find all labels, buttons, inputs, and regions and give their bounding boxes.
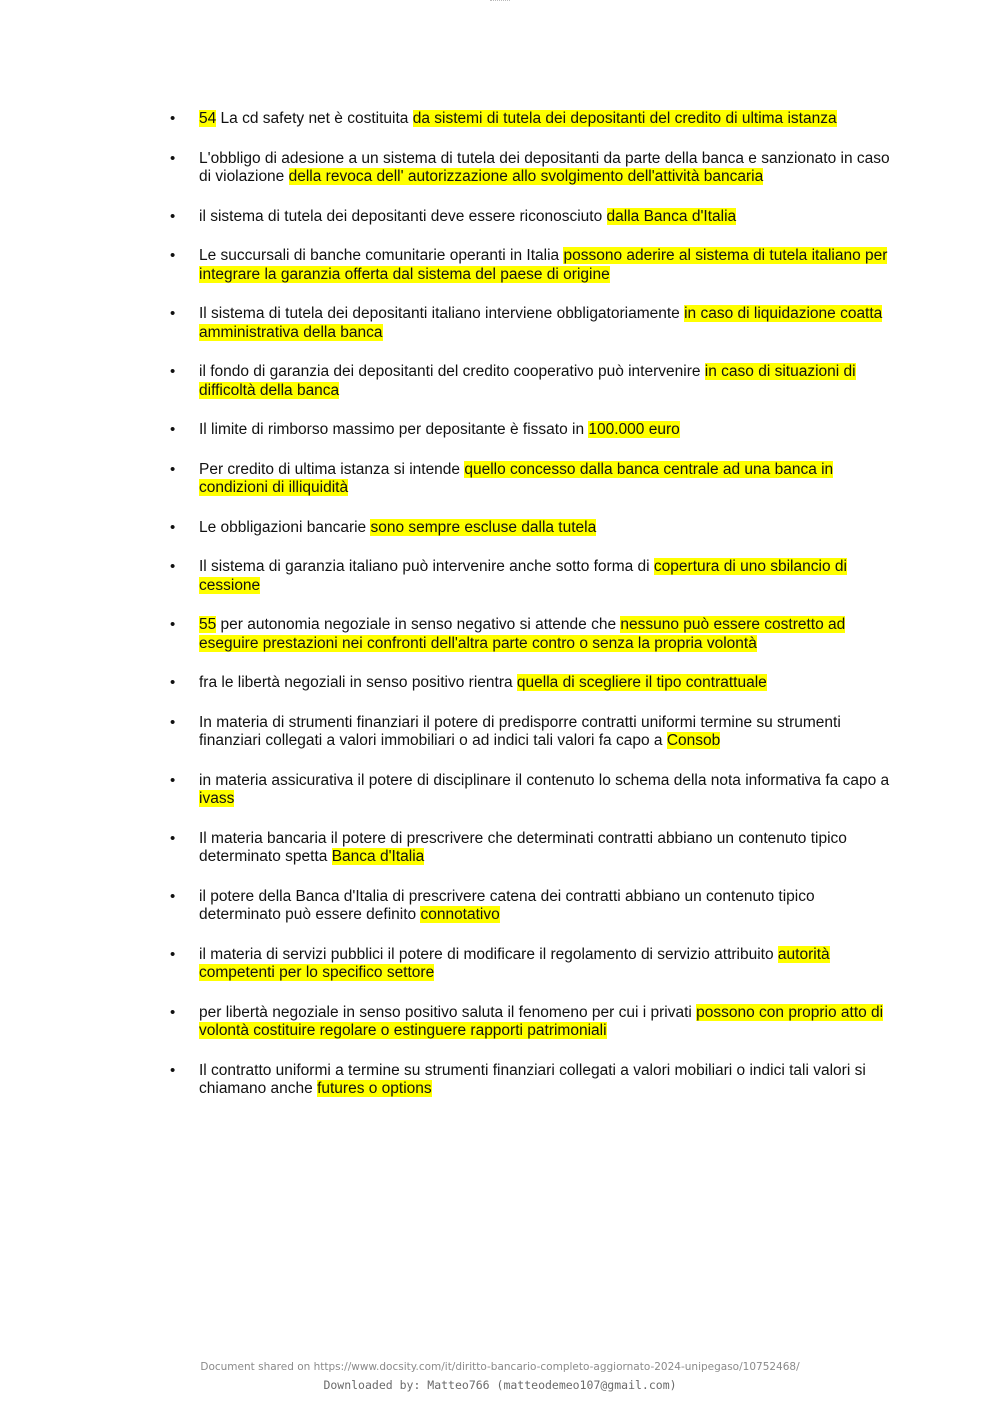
question-text: il fondo di garanzia dei depositanti del credito cooperativo può intervenire bbox=[199, 363, 705, 380]
list-item bbox=[170, 616, 890, 653]
bullet-icon: • bbox=[170, 713, 176, 731]
list-item bbox=[170, 1004, 890, 1041]
highlighted-answer: in caso di situazioni di difficoltà della banca bbox=[199, 363, 856, 399]
question-text: La cd safety net è costituita bbox=[216, 110, 413, 127]
list-item bbox=[170, 1062, 890, 1099]
list-item-text bbox=[199, 363, 856, 399]
list-item-text bbox=[199, 208, 736, 225]
list-item-text bbox=[199, 674, 767, 691]
bullet-icon: • bbox=[170, 421, 176, 438]
question-text: Il sistema di tutela dei depositanti italiano interviene obbligatoriamente bbox=[199, 305, 685, 322]
footer-downloaded-by: Downloaded by: Matteo766 (matteodemeo107@gmail.com) bbox=[323, 1378, 677, 1392]
list-item bbox=[170, 247, 890, 284]
question-text: Il contratto uniformi a termine su strumenti finanziari collegati a valori mobiliari o indici tali valori si chiamano anche bbox=[199, 1061, 866, 1097]
list-item bbox=[170, 305, 890, 342]
highlighted-answer: possono aderire al sistema di tutela italiano per integrare la garanzia offerta dal sistema del paese di origine bbox=[199, 247, 888, 283]
highlighted-answer: in caso di liquidazione coatta amministrativa della banca bbox=[199, 305, 883, 341]
list-item-text bbox=[199, 305, 882, 341]
question-text: in materia assicurativa il potere di disciplinare il contenuto lo schema della nota informativa fa capo a bbox=[199, 771, 890, 789]
list-item bbox=[170, 421, 890, 440]
bullet-icon: • bbox=[170, 616, 176, 633]
list-item bbox=[170, 714, 890, 751]
highlighted-answer: ivass bbox=[199, 790, 235, 807]
bullet-icon: • bbox=[170, 945, 176, 963]
bullet-list bbox=[170, 110, 890, 1120]
highlighted-answer: 100.000 euro bbox=[588, 421, 680, 438]
highlighted-answer: autorità competenti per lo specifico settore bbox=[199, 945, 830, 981]
page-top-mark bbox=[490, 0, 510, 4]
question-text: il potere della Banca d'Italia di prescrivere catena dei contratti abbiano un contenuto tipico determinato può essere definito bbox=[199, 887, 815, 923]
bullet-icon: • bbox=[170, 674, 176, 691]
list-item bbox=[170, 888, 890, 925]
list-item-text bbox=[199, 714, 841, 750]
highlighted-answer: Consob bbox=[666, 732, 721, 749]
bullet-icon: • bbox=[170, 149, 176, 167]
highlighted-answer: copertura di uno sbilancio di cessione bbox=[199, 558, 847, 594]
highlighted-answer: quella di scegliere il tipo contrattuale bbox=[516, 674, 767, 691]
list-item-text bbox=[199, 616, 845, 652]
highlighted-answer: della revoca dell' autorizzazione allo svolgimento dell'attività bancaria bbox=[288, 168, 764, 185]
bullet-icon: • bbox=[170, 518, 176, 536]
highlighted-answer: nessuno può essere costretto ad eseguire prestazioni nei confronti dell'altra parte contro o senza la propria volontà bbox=[199, 616, 846, 652]
question-text: per libertà negoziale in senso positivo saluta il fenomeno per cui i privati bbox=[199, 1003, 697, 1021]
highlighted-answer: quello concesso dalla banca centrale ad una banca in condizioni di illiquidità bbox=[199, 460, 834, 496]
bullet-icon: • bbox=[170, 305, 176, 322]
footer-shared-note: Document shared on https://www.docsity.com/it/diritto-bancario-completo-aggiornato-2024-unipegaso/10752468/ bbox=[200, 1361, 800, 1373]
list-item bbox=[170, 946, 890, 983]
highlighted-answer: sono sempre escluse dalla tutela bbox=[370, 518, 597, 536]
list-item-text bbox=[199, 888, 815, 924]
highlighted-answer: da sistemi di tutela dei depositanti del credito di ultima istanza bbox=[412, 110, 837, 127]
bullet-icon: • bbox=[170, 887, 176, 905]
list-item-text bbox=[199, 1062, 866, 1098]
question-text: Per credito di ultima istanza si intende bbox=[199, 460, 465, 478]
bullet-icon: • bbox=[170, 1061, 176, 1079]
list-item bbox=[170, 110, 890, 129]
list-item bbox=[170, 208, 890, 227]
question-text: il sistema di tutela dei depositanti deve essere riconosciuto bbox=[199, 207, 607, 225]
list-item-text bbox=[199, 830, 847, 866]
list-item bbox=[170, 772, 890, 809]
list-item bbox=[170, 519, 890, 538]
list-item bbox=[170, 363, 890, 400]
question-text: In materia di strumenti finanziari il potere di predisporre contratti uniformi termine su strumenti finanziari collegati a valori immobiliari o ad indici tali valori fa capo a bbox=[199, 713, 841, 749]
bullet-icon: • bbox=[170, 460, 176, 478]
question-text: il materia di servizi pubblici il potere di modificare il regolamento di servizio attribuito bbox=[199, 945, 778, 963]
question-text: Il materia bancaria il potere di prescrivere che determinati contratti abbiano un contenuto tipico determinato spetta bbox=[199, 829, 847, 865]
bullet-icon: • bbox=[170, 771, 176, 789]
question-text: per autonomia negoziale in senso negativo si attende che bbox=[216, 616, 621, 633]
list-item-text bbox=[199, 110, 837, 127]
list-item-text bbox=[199, 1004, 883, 1040]
list-item bbox=[170, 150, 890, 187]
bullet-icon: • bbox=[170, 829, 176, 847]
highlighted-answer: futures o options bbox=[317, 1080, 432, 1097]
highlighted-answer: Banca d'Italia bbox=[331, 848, 425, 865]
question-text: Le obbligazioni bancarie bbox=[199, 518, 371, 536]
list-item bbox=[170, 830, 890, 867]
highlighted-answer: 54 bbox=[199, 110, 217, 127]
highlighted-answer: possono con proprio atto di volontà costituire regolare o estinguere rapporti patrimoniali bbox=[199, 1003, 884, 1039]
highlighted-answer: dalla Banca d'Italia bbox=[606, 207, 737, 225]
question-text: L'obbligo di adesione a un sistema di tutela dei depositanti da parte della banca e sanzionato in caso di violazione bbox=[199, 149, 890, 185]
bullet-icon: • bbox=[170, 363, 176, 380]
question-text: Il limite di rimborso massimo per depositante è fissato in bbox=[199, 421, 589, 438]
question-text: fra le libertà negoziali in senso positivo rientra bbox=[199, 674, 517, 691]
list-item-text bbox=[199, 772, 889, 808]
bullet-icon: • bbox=[170, 110, 176, 127]
bullet-icon: • bbox=[170, 247, 176, 264]
list-item-text bbox=[199, 421, 680, 438]
question-text: Il sistema di garanzia italiano può intervenire anche sotto forma di bbox=[199, 558, 654, 575]
list-item-text bbox=[199, 461, 833, 497]
list-item-text bbox=[199, 946, 830, 982]
list-item bbox=[170, 558, 890, 595]
highlighted-answer: connotativo bbox=[420, 906, 500, 923]
list-item-text bbox=[199, 150, 890, 186]
list-item bbox=[170, 674, 890, 693]
highlighted-answer: 55 bbox=[199, 616, 217, 633]
list-item-text bbox=[199, 558, 847, 594]
question-text: Le succursali di banche comunitarie operanti in Italia bbox=[199, 247, 564, 264]
list-item-text bbox=[199, 519, 596, 536]
bullet-icon: • bbox=[170, 1003, 176, 1021]
bullet-icon: • bbox=[170, 207, 176, 225]
list-item bbox=[170, 461, 890, 498]
bullet-icon: • bbox=[170, 558, 176, 575]
list-item-text bbox=[199, 247, 887, 283]
